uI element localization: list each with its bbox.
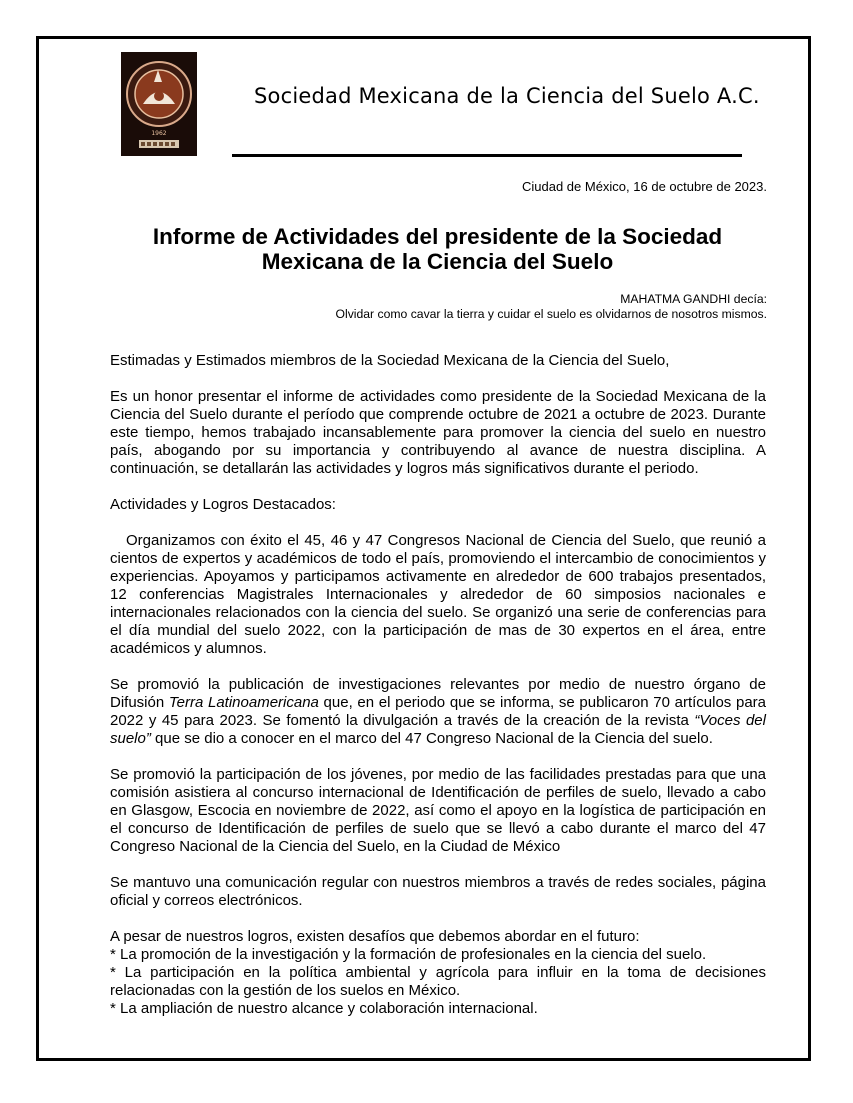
- organization-name: Sociedad Mexicana de la Ciencia del Suelo A.C.: [254, 84, 760, 108]
- youth-paragraph: Se promovió la participación de los jóvenes, por medio de las facilidades prestadas para que una comisión asistiera al concurso internacional de Identificación de perfiles de suelo, llevado a cabo en Glasgow, Escocia en noviembre de 2022, así como el apoyo en la logística de participación en el concurso de Identificación de perfiles de suelo que se llevó a cabo durante el marco del 47 Congreso Nacional de la Ciencia del Suelo, en la Ciudad de México: [110, 766, 766, 855]
- document-title: [110, 224, 765, 274]
- publications-text-3: que se dio a conocer en el marco del 47 Congreso Nacional de la Ciencia del suelo.: [150, 730, 713, 747]
- challenges-block: [110, 928, 766, 1018]
- quote-text: Olvidar como cavar la tierra y cuidar el suelo es olvidarnos de nosotros mismos.: [335, 307, 767, 321]
- challenge-item: * La promoción de la investigación y la formación de profesionales en la ciencia del suelo.: [110, 946, 707, 963]
- title-line-2: Mexicana de la Ciencia del Suelo: [261, 249, 614, 274]
- letter-body: [110, 352, 766, 1018]
- society-logo: [121, 52, 197, 156]
- header-divider: [232, 154, 742, 157]
- publications-paragraph: [110, 676, 766, 748]
- epigraph: [336, 292, 767, 322]
- intro-paragraph: Es un honor presentar el informe de actividades como presidente de la Sociedad Mexicana de la Ciencia del Suelo durante el período que comprende octubre de 2021 a octubre de 2023. Durante este tiempo, hemos trabajado incansablemente para promover la ciencia del suelo en nuestro país, abogando por su importancia y contribuyendo al avance de nuestra disciplina. A continuación, se detallarán las actividades y logros más significativos durante el periodo.: [110, 388, 766, 477]
- challenges-intro: A pesar de nuestros logros, existen desafíos que debemos abordar en el futuro:: [110, 928, 640, 945]
- logo-year: 1962: [151, 130, 167, 137]
- journal-name: Terra Latinoamericana: [168, 694, 319, 711]
- document-date: Ciudad de México, 16 de octubre de 2023.: [521, 179, 767, 194]
- challenge-item: * La ampliación de nuestro alcance y colaboración internacional.: [110, 1000, 538, 1017]
- magazine-name: “Voces del suelo”: [110, 712, 766, 747]
- publications-text-2: que, en el periodo que se informa, se publicaron 70 artículos para 2022 y 45 para 2023. Se fomentó la divulgación a través de la creación de la revista: [110, 694, 766, 729]
- publications-text-1: Se promovió la publicación de investigaciones relevantes por medio de nuestro órgano de Difusión: [110, 676, 766, 711]
- section-heading: Actividades y Logros Destacados:: [110, 496, 336, 513]
- quote-author: MAHATMA GANDHI decía:: [620, 292, 767, 306]
- greeting: Estimadas y Estimados miembros de la Sociedad Mexicana de la Ciencia del Suelo,: [110, 352, 670, 369]
- congress-paragraph: Organizamos con éxito el 45, 46 y 47 Congresos Nacional de Ciencia del Suelo, que reunió a cientos de expertos y académicos de todo el país, promoviendo el intercambio de conocimientos y experiencias. Apoyamos y participamos activamente en alrededor de 600 trabajos presentados, 12 conferencias Magistrales Internacionales y alrededor de 60 simposios nacionales e internacionales relacionados con la ciencia del suelo. Se organizó una serie de conferencias para el día mundial del suelo 2022, con la participación de mas de 30 expertos en el área, entre académicos y alumnos.: [110, 532, 766, 657]
- title-line-1: Informe de Actividades del presidente de la Sociedad: [152, 224, 723, 249]
- communication-paragraph: Se mantuvo una comunicación regular con nuestros miembros a través de redes sociales, página oficial y correos electrónicos.: [110, 874, 766, 909]
- challenge-item: * La participación en la política ambiental y agrícola para influir en la toma de decisiones relacionadas con la gestión de los suelos en México.: [110, 964, 766, 999]
